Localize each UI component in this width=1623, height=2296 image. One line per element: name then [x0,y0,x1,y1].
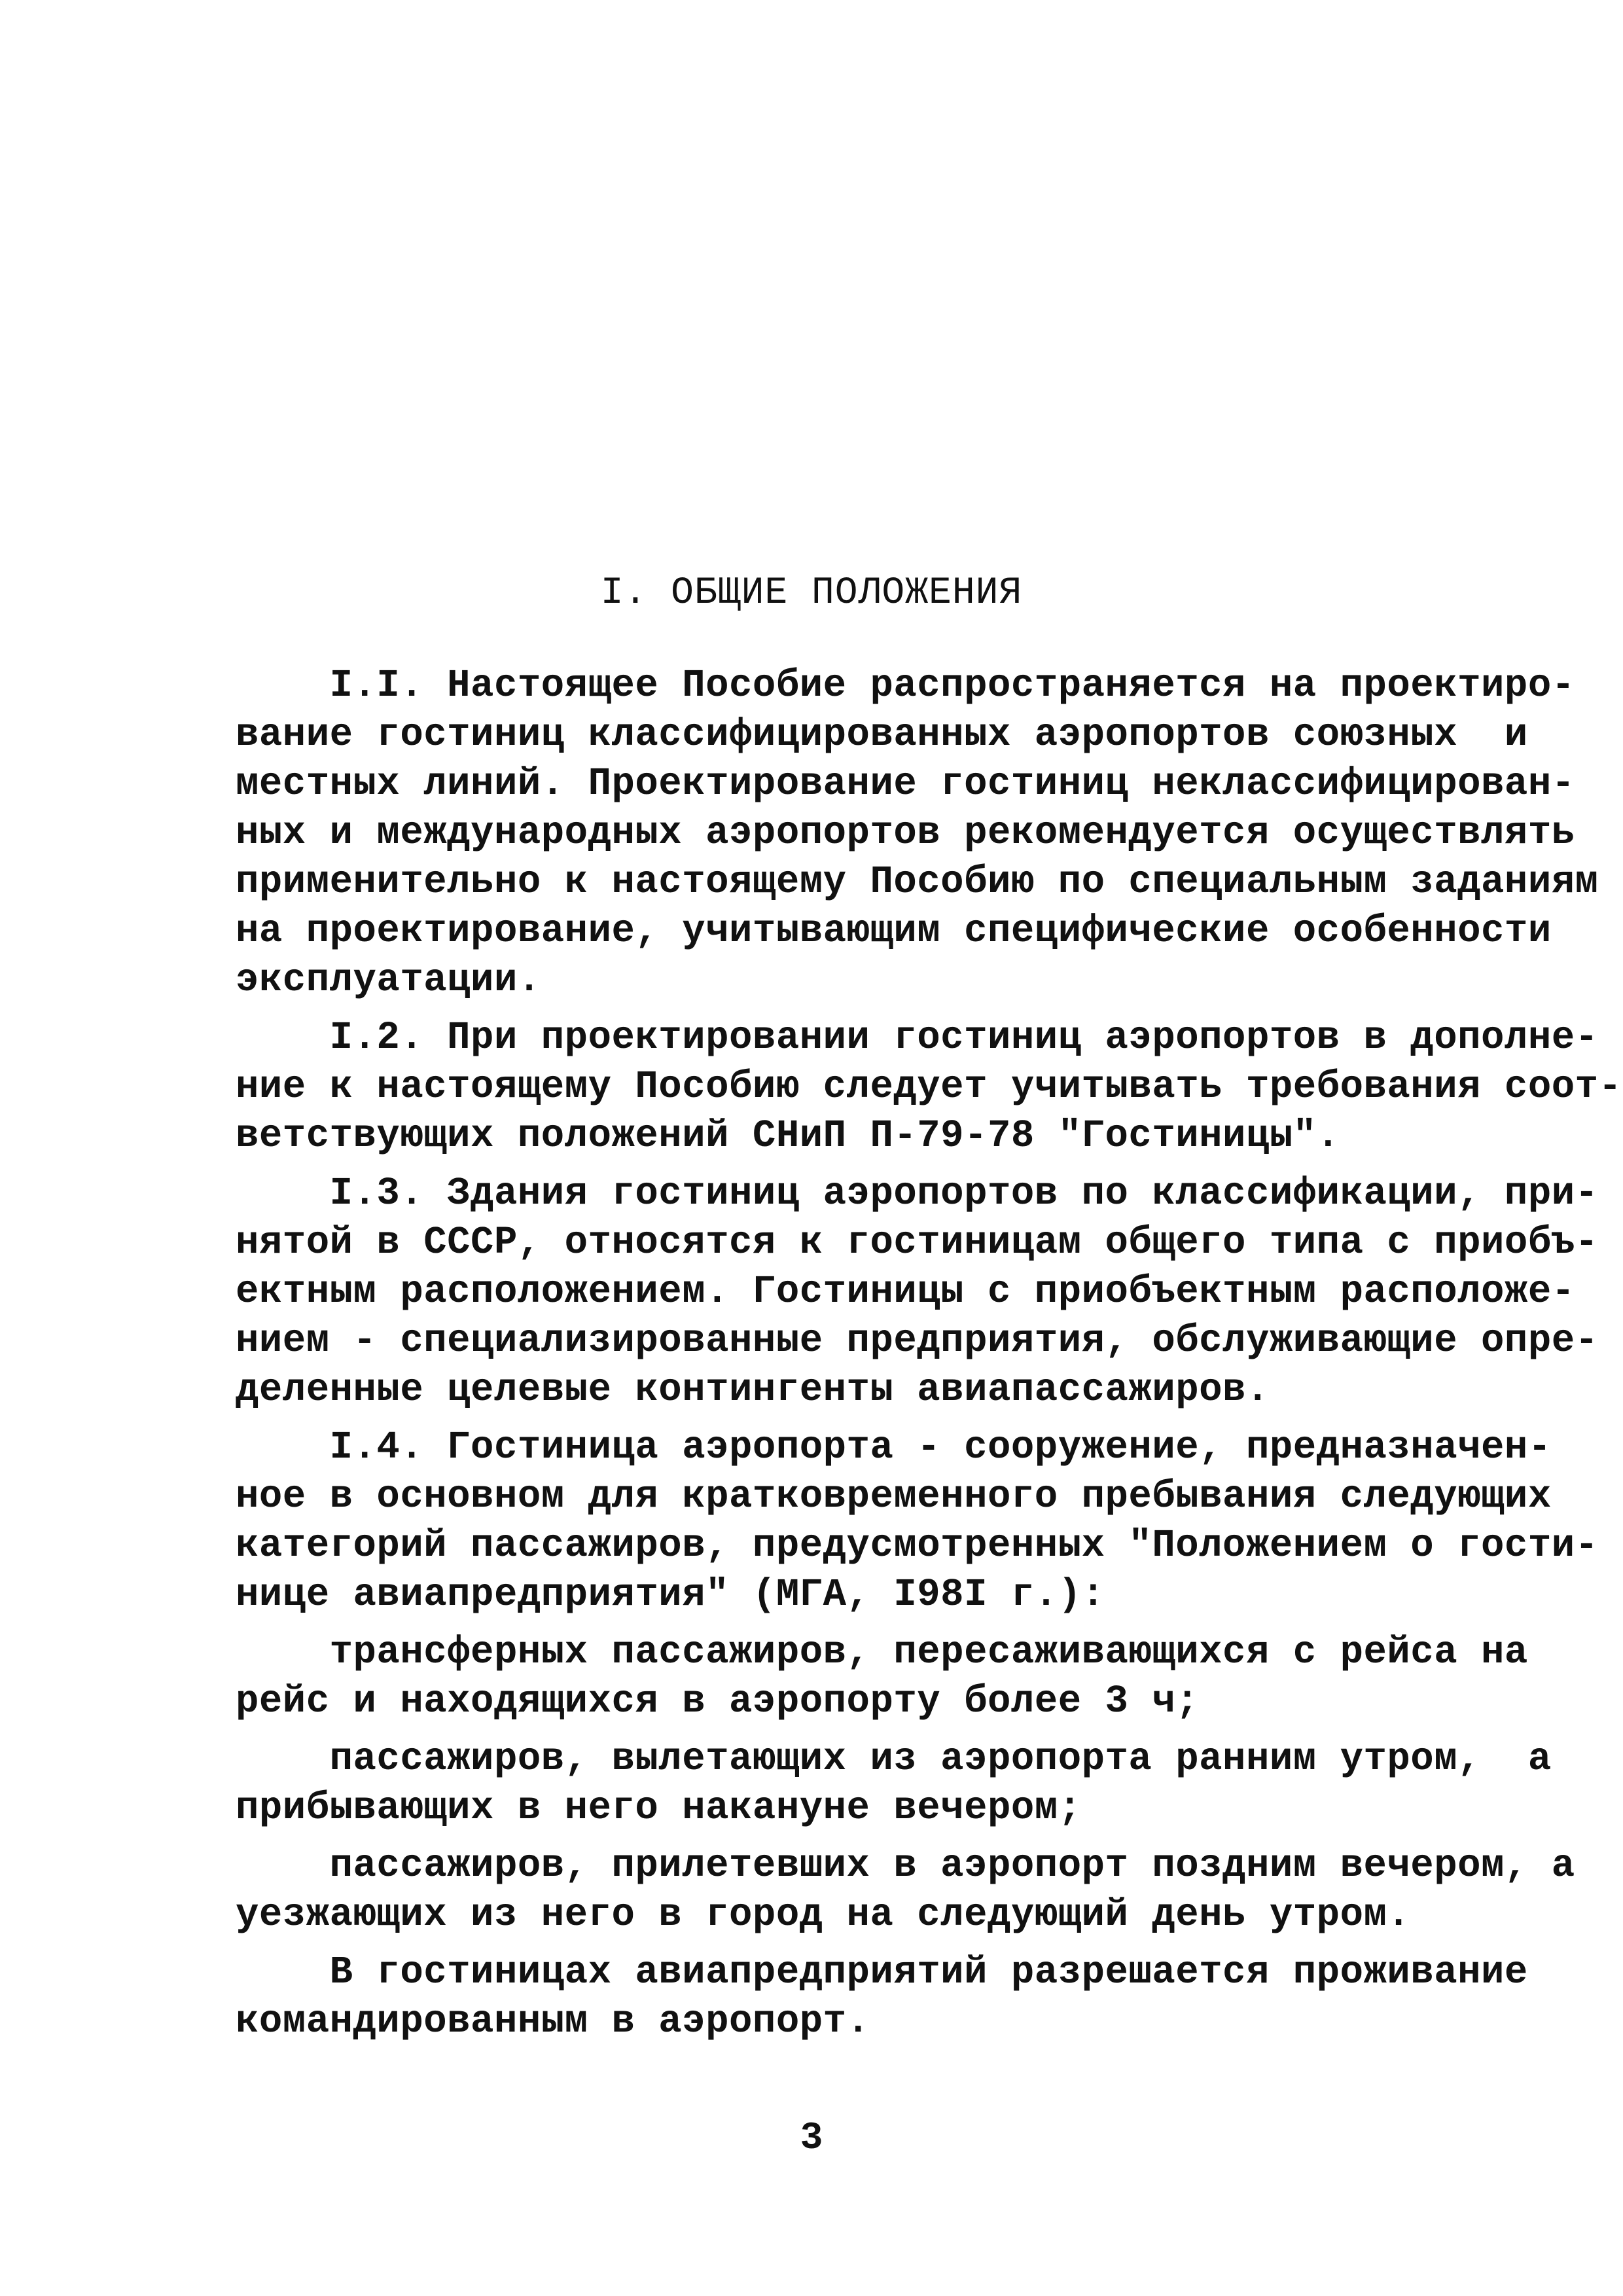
text-line: нице авиапредприятия" (МГА, I98I г.): [236,1573,1105,1617]
text-line: I.3. Здания гостиниц аэропортов по классификации, при- [236,1172,1599,1215]
text-line: уезжающих из него в город на следующий день утром. [236,1893,1411,1937]
text-line: рейс и находящихся в аэропорту более 3 ч; [236,1679,1200,1723]
text-line: ное в основном для кратковременного пребывания следующих [236,1475,1552,1518]
text-line: пассажиров, вылетающих из аэропорта ранним утром, а [236,1737,1552,1781]
text-line: ние к настоящему Пособию следует учитывать требования соот- [236,1065,1622,1109]
section-heading: I. ОБЩИЕ ПОЛОЖЕНИЯ [600,572,1023,615]
text-line: I.2. При проектировании гостиниц аэропортов в дополне- [236,1016,1599,1060]
text-line: пассажиров, прилетевших в аэропорт поздним вечером, а [236,1844,1575,1888]
text-line: деленные целевые контингенты авиапассажиров. [236,1368,1270,1412]
text-line: на проектирование, учитывающим специфические особенности [236,909,1552,953]
body-text [236,661,1622,2046]
text-line: местных линий. Проектирование гостиниц неклассифицирован- [236,762,1575,806]
text-line: нием - специализированные предприятия, обслуживающие опре- [236,1319,1599,1363]
text-line: эксплуатации. [236,958,541,1002]
page-number: 3 [800,2117,823,2160]
text-line: I.I. Настоящее Пособие распространяется на проектиро- [236,664,1575,708]
text-line: применительно к настоящему Пособию по специальным заданиям [236,860,1599,904]
text-line: нятой в СССР, относятся к гостиницам общего типа с приобъ- [236,1221,1599,1265]
text-line: командированным в аэропорт. [236,2000,870,2043]
text-line: I.4. Гостиница аэропорта - сооружение, предназначен- [236,1426,1552,1469]
text-line: вание гостиниц классифицированных аэропортов союзных и [236,713,1528,757]
text-line: прибывающих в него накануне вечером; [236,1786,1082,1830]
text-line: категорий пассажиров, предусмотренных "Положением о гости- [236,1524,1599,1568]
text-line: В гостиницах авиапредприятий разрешается проживание [236,1950,1528,1994]
text-line: трансферных пассажиров, пересаживающихся с рейса на [236,1630,1528,1674]
text-line: ных и международных аэропортов рекомендуется осуществлять [236,811,1575,855]
text-line: ектным расположением. Гостиницы с приобъектным расположе- [236,1270,1575,1314]
text-line: ветствующих положений СНиП П-79-78 "Гостиницы". [236,1114,1340,1158]
